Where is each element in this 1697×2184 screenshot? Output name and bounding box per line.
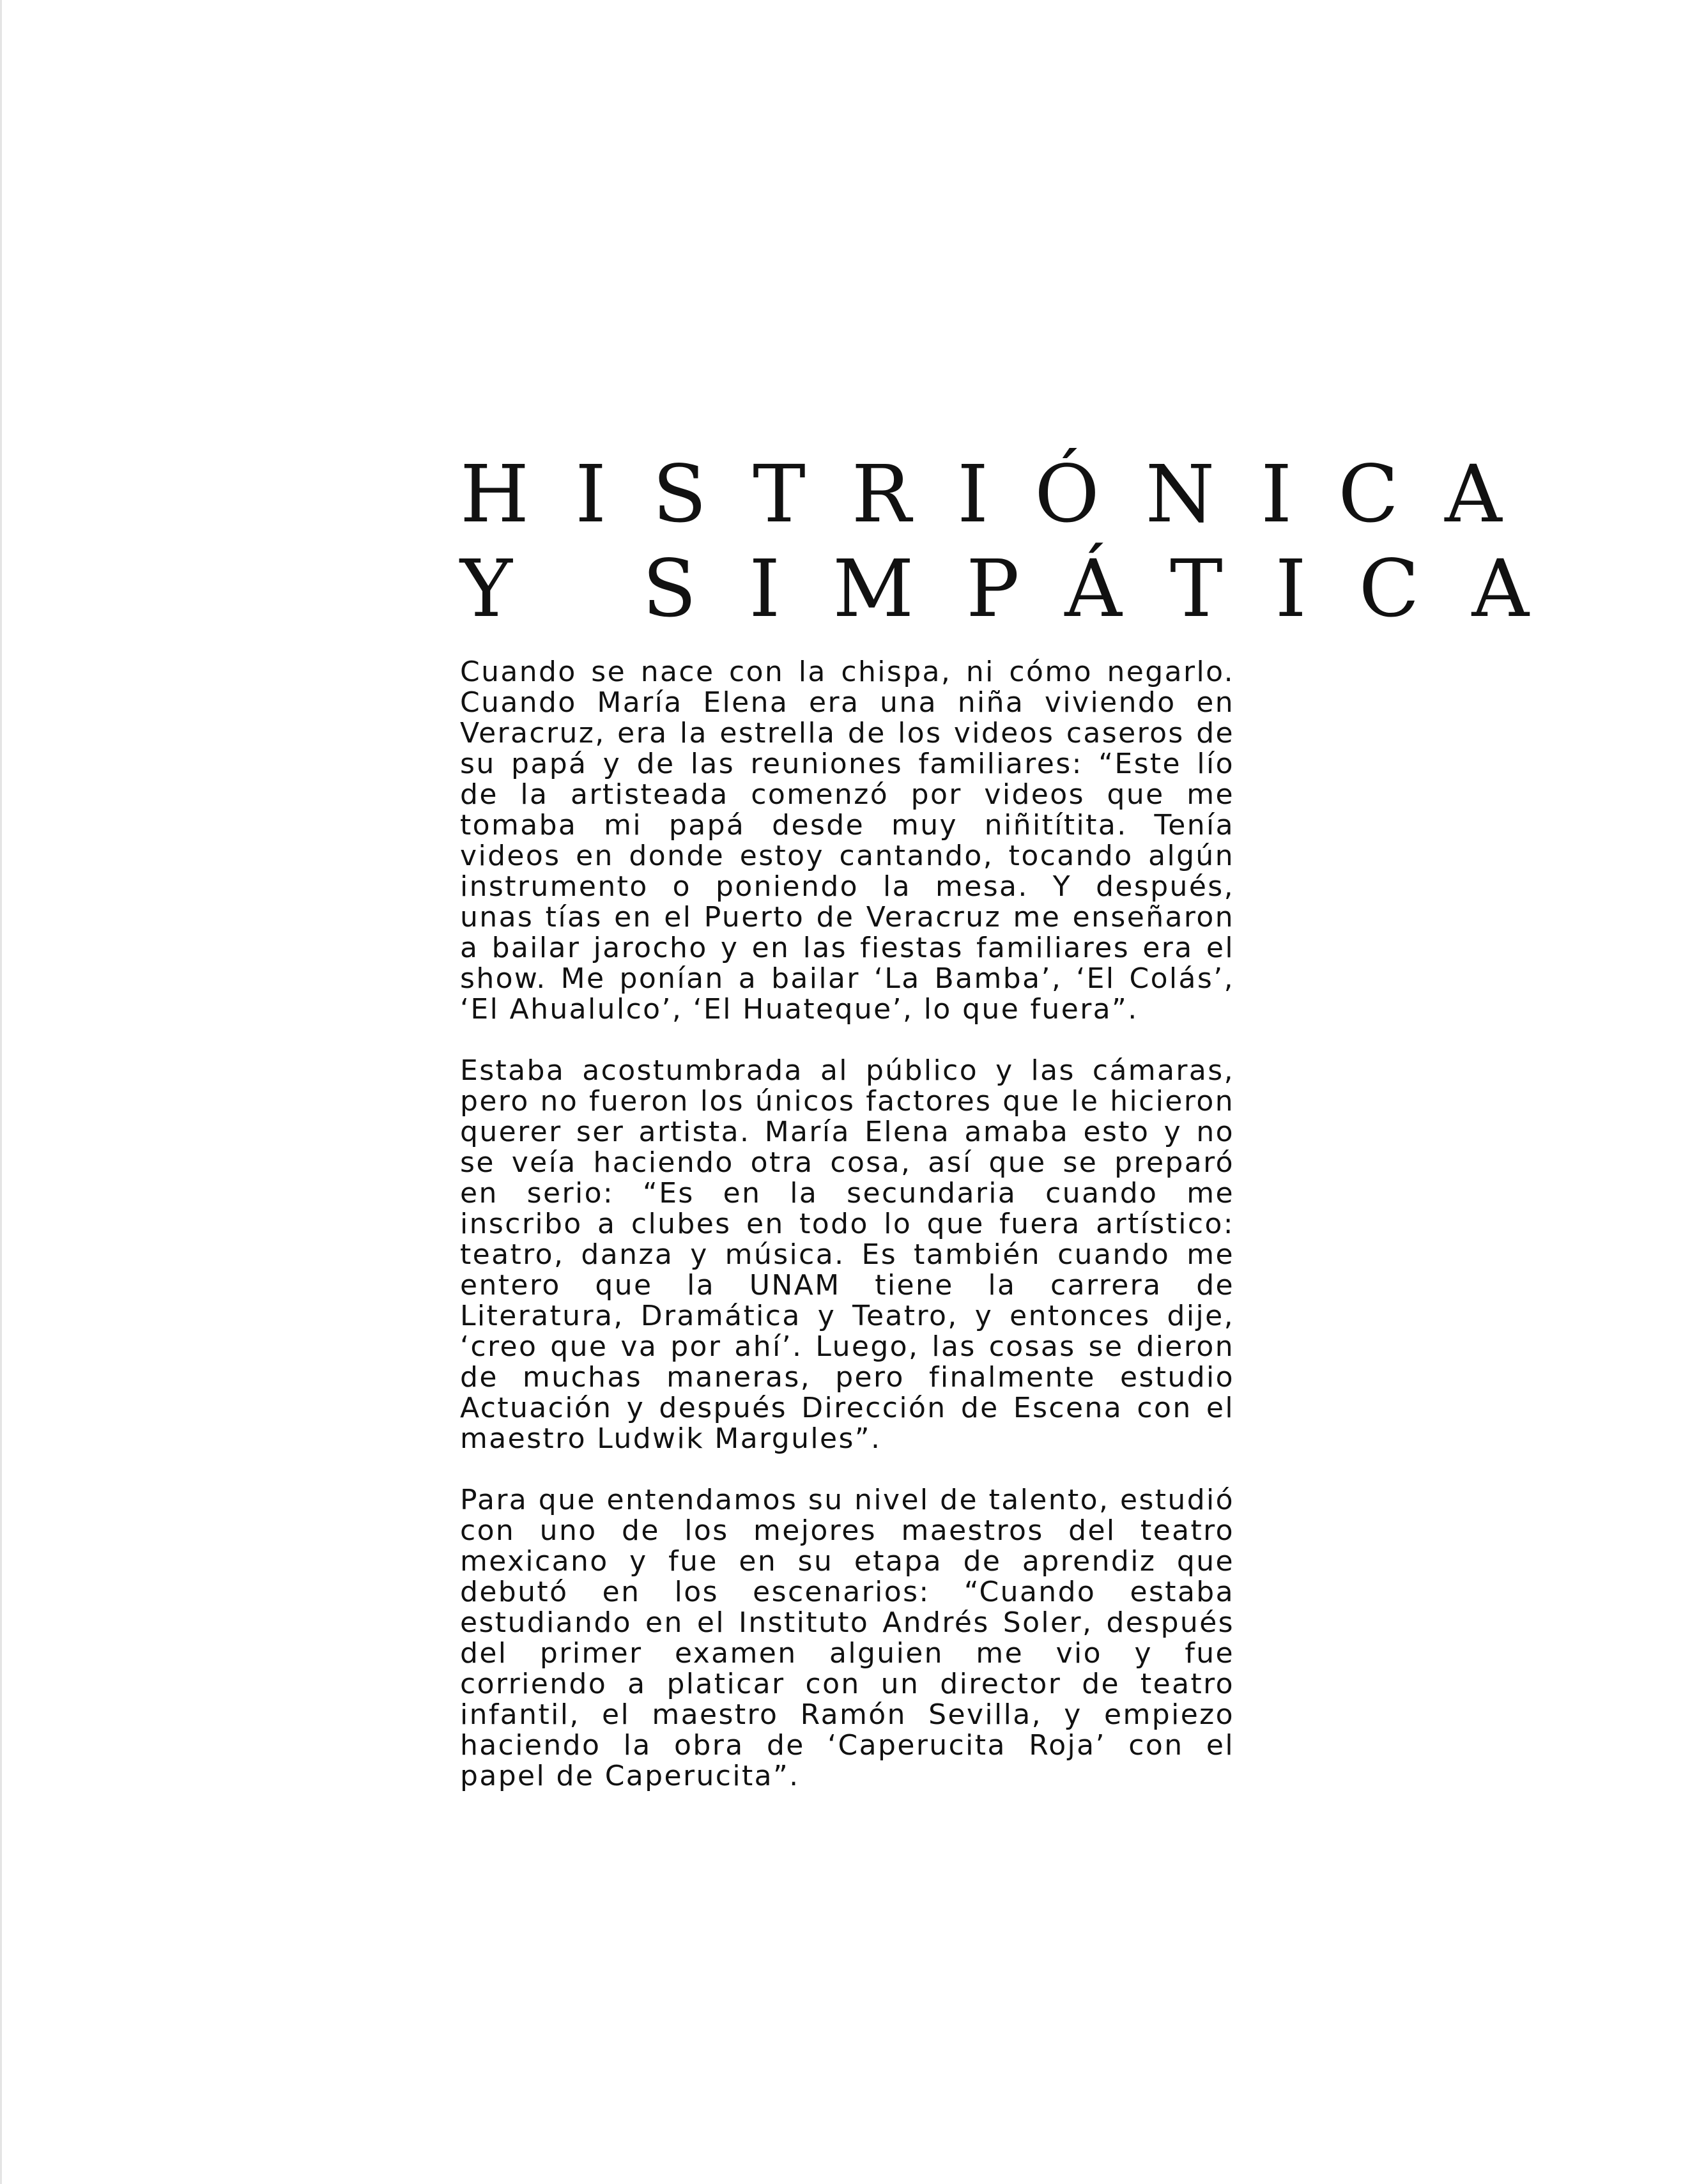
headline: [460, 447, 1582, 636]
paragraph-1: Cuando se nace con la chispa, ni cómo negarlo. Cuando María Elena era una niña viviendo en Veracruz, era la estrella de los videos caseros de su papá y de las reuniones familiares: “Este lío de la artisteada comenzó por videos que me tomaba mi papá desde muy niñitítita. Tenía videos en donde estoy cantando, tocando algún instrumento o poniendo la mesa. Y después, unas tías en el Puerto de Veracruz me enseñaron a bailar jarocho y en las fiestas familiares era el show. Me ponían a bailar ‘La Bamba’, ‘El Colás’, ‘El Ahualulco’, ‘El Huateque’, lo que fuera”.: [460, 656, 1234, 1026]
paragraph-2: Estaba acostumbrada al público y las cámaras, pero no fueron los únicos factores que le hicieron querer ser artista. María Elena amaba esto y no se veía haciendo otra cosa, así que se preparó en serio: “Es en la secundaria cuando me inscribo a clubes en todo lo que fuera artístico: teatro, danza y música. Es también cuando me entero que la UNAM tiene la carrera de Literatura, Dramática y Teatro, y entonces dije, ‘creo que va por ahí’. Luego, las cosas se dieron de muchas maneras, pero finalmente estudio Actuación y después Dirección de Escena con el maestro Ludwik Margules”.: [460, 1054, 1234, 1455]
headline-line-1: HISTRIÓNICA: [460, 449, 1548, 541]
page-edge: [0, 0, 2, 2184]
article: [460, 447, 1582, 1822]
paragraph-3: Para que entendamos su nivel de talento, estudió con uno de los mejores maestros del teatro mexicano y fue en su etapa de aprendiz que debutó en los escenarios: “Cuando estaba estudiando en el Instituto Andrés Soler, después del primer examen alguien me vio y fue corriendo a platicar con un director de teatro infantil, el maestro Ramón Sevilla, y empiezo haciendo la obra de ‘Caperucita Roja’ con el papel de Caperucita”.: [460, 1484, 1234, 1792]
article-body: [460, 657, 1234, 1792]
headline-line-2: Y SIMPÁTICA: [460, 543, 1582, 635]
